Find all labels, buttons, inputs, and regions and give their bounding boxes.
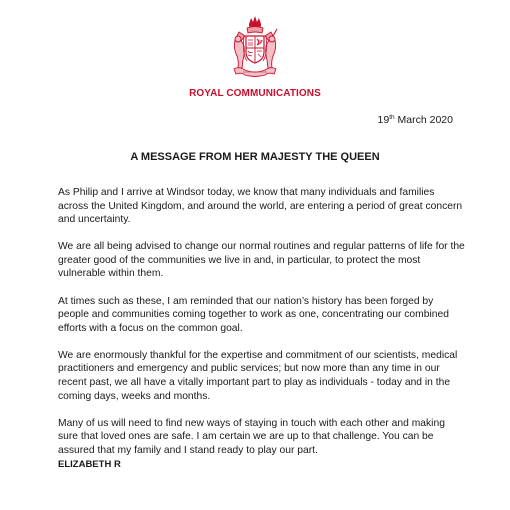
paragraph: At times such as these, I am reminded that our nation’s history has been forged by people and communities coming together to work as one, concentrating our combined efforts with a focus on the common goal. [58, 295, 449, 334]
message-title: A MESSAGE FROM HER MAJESTY THE QUEEN [130, 151, 380, 163]
date-month-year: March 2020 [394, 114, 453, 126]
letter-date [378, 114, 453, 126]
paragraph: We are all being advised to change our normal routines and regular patterns of life for the greater good of the communities we live in and, in particular, to protect the most vulnerable within them. [58, 241, 465, 280]
organization-name: ROYAL COMMUNICATIONS [189, 88, 321, 99]
date-day: 19 [377, 114, 390, 126]
signature: ELIZABETH R [58, 459, 121, 470]
royal-coat-of-arms-icon [229, 14, 281, 80]
message-body [58, 186, 466, 471]
paragraph: We are enormously thankful for the expertise and commitment of our scientists, medical practitioners and emergency and public services; but now more than any time in our recent past, we all have a vitally important part to play as individuals - today and in the coming days, weeks and months. [58, 349, 458, 402]
paragraph: As Philip and I arrive at Windsor today, we know that many individuals and families across the United Kingdom, and around the world, are entering a period of great concern and uncertainty. [58, 187, 463, 226]
date-suffix: th [389, 114, 395, 121]
paragraph: Many of us will need to find new ways of staying in touch with each other and making sure that loved ones are safe. I am certain we are up to that challenge. You can be assured that my family and I stand ready to play our part. [58, 417, 445, 456]
